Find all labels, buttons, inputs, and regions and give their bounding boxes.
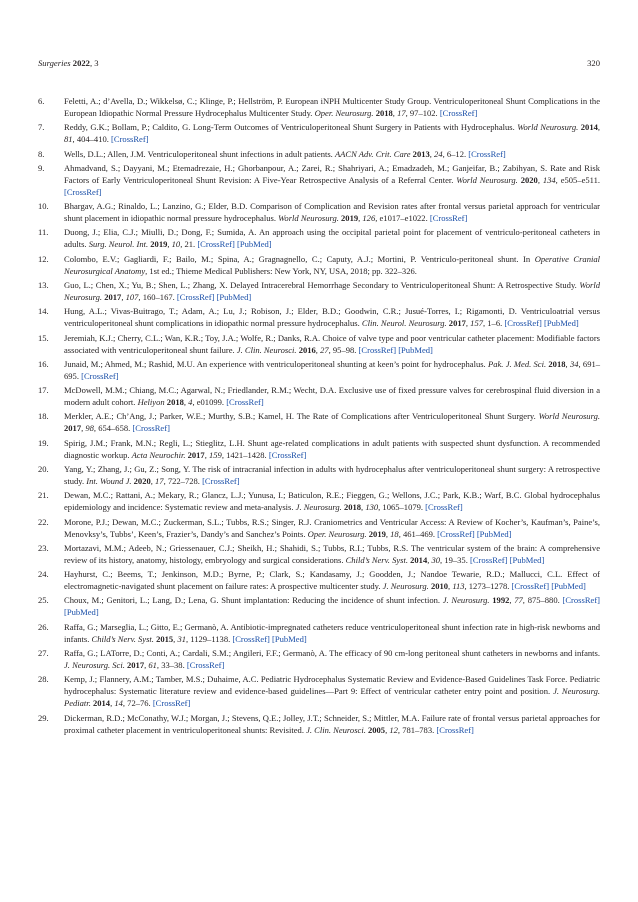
reference-item: 29. Dickerman, R.D.; McConathy, W.J.; Morgan, J.; Stevens, Q.E.; Jolley, J.T.; Schneider, S.; Mittler, M.A. Failure rate of frontal versus parietal approaches for proximal catheter placement in ventriculoperitoneal shunts: Revisited. J. Clin. Neurosci. 2005, 12, 781–783. [CrossRef]: [38, 712, 600, 735]
reference-pages: 1–6.: [487, 318, 503, 329]
reference-journal: Acta Neurochir.: [131, 449, 186, 460]
reference-volume: 34: [569, 358, 579, 369]
reference-item: 26. Raffa, G.; Marseglia, L.; Gitto, E.; Germanò, A. Antibiotic-impregnated catheters reduce ventriculoperitoneal shunt infection rate in high-risk newborns and infants. Child’s Nerv. Syst. 2015, 31, 1129–1138. [CrossRef] [PubMed]: [38, 621, 600, 644]
reference-text: Ahmadvand, S.; Dayyani, M.; Etemadrezaie, H.; Ghorbanpour, A.; Zarei, R.; Shahriyari, A.; Emadzadeh, M.; Ganjeifar, B.; Zabihyan, S. Rate and Risk Factors of Early Ventriculoperitoneal Shunt Revision: A Five-Year Retrospective Analysis of a Referral Center.: [64, 162, 600, 185]
reference-item: 11. Duong, J.; Elia, C.J.; Miulli, D.; Dong, F.; Sumida, A. An approach using the occipital parietal point for placement of ventriculo-peritoneal catheters in adults. Surg. Neurol. Int. 2019, 10, 21. [CrossRef] [PubMed]: [38, 227, 600, 250]
reference-number: 25.: [38, 595, 49, 606]
reference-year: 2020: [520, 174, 538, 185]
reference-volume: 98: [85, 423, 94, 434]
reference-year: 2015: [156, 633, 174, 644]
reference-pages: 21.: [184, 239, 196, 250]
reference-number: 16.: [38, 358, 49, 369]
reference-number: 26.: [38, 621, 49, 632]
journal-year: 2022: [72, 58, 90, 68]
reference-text: Hung, A.L.; Vivas-Buitrago, T.; Adam, A.; Lu, J.; Robison, J.; Elder, B.D.; Goodwin, C.R.; Jusué-Torres, I.; Rigamonti, D. Ventriculoatrial versus ventriculoperitoneal shunt complications in idiopathic normal pressure hydrocephalus.: [64, 306, 600, 329]
reference-volume: 130: [365, 502, 379, 513]
reference-pages: 781–783.: [402, 724, 435, 735]
crossref-link[interactable]: [CrossRef]: [197, 239, 235, 250]
reference-item: 21. Dewan, M.C.; Rattani, A.; Mekary, R.; Glancz, L.J.; Yunusa, I.; Baticulon, R.E.; Fieggen, G.; Wellons, J.C.; Park, K.B.; Warf, B.C. Global hydrocephalus epidemiology and incidence: Systematic review and meta-analysis. J. Neurosurg. 2018, 130, 1065–1079. [CrossRef]: [38, 490, 600, 513]
crossref-link[interactable]: [CrossRef]: [268, 449, 307, 460]
reference-year: 2017: [127, 659, 145, 670]
reference-year: 2017: [448, 318, 466, 329]
reference-journal: Surg. Neurol. Int.: [88, 239, 149, 250]
reference-item: 27. Raffa, G.; LATorre, D.; Conti, A.; Cardali, S.M.; Angileri, F.F.; Germanò, A. The efficacy of 90 cm-long peritoneal shunt catheters in newborns and infants. J. Neurosurg. Sci. 2017, 61, 33–38. [CrossRef]: [38, 647, 600, 670]
reference-number: 12.: [38, 253, 49, 264]
reference-text: Junaid, M.; Ahmed, M.; Rashid, M.U. An experience with ventriculoperitoneal shunting at keen’s point for hydrocephalus.: [64, 358, 488, 369]
reference-year: 2018: [375, 108, 393, 119]
crossref-link[interactable]: [CrossRef]: [232, 633, 270, 644]
reference-journal: World Neurosurg.: [456, 174, 518, 185]
reference-item: 14. Hung, A.L.; Vivas-Buitrago, T.; Adam, A.; Lu, J.; Robison, J.; Elder, B.D.; Goodwin, C.R.; Jusué-Torres, I.; Rigamonti, D. Ventriculoatrial versus ventriculoperitoneal shunt complications in idiopathic normal pressure hydrocephalus. Clin. Neurol. Neurosurg. 2017, 157, 1–6. [CrossRef] [PubMed]: [38, 306, 600, 329]
reference-volume: 126: [362, 213, 376, 224]
pubmed-link[interactable]: [PubMed]: [398, 344, 433, 355]
reference-text: McDowell, M.M.; Chiang, M.C.; Agarwal, N.; Friedlander, R.M.; Wecht, D.A. Exclusive use of fixed pressure valves for cerebrospinal fluid diversion in a modern adult cohort.: [64, 385, 600, 408]
reference-item: 17. McDowell, M.M.; Chiang, M.C.; Agarwal, N.; Friedlander, R.M.; Wecht, D.A. Exclusive use of fixed pressure valves for cerebrospinal fluid diversion in a modern adult cohort. Heliyon 2018, 4, e01099. [CrossRef]: [38, 385, 600, 408]
reference-item: 22. Morone, P.J.; Dewan, M.C.; Zuckerman, S.L.; Tubbs, R.S.; Singer, R.J. Craniometrics and Ventricular Access: A Review of Kocher’s, Kaufman’s, Paine’s, Menovksy’s, Tubbs’, Keen’s, Frazier’s, Dandy’s and Sanchez’s Points. Oper. Neurosurg. 2019, 18, 461–469. [CrossRef] [PubMed]: [38, 516, 600, 539]
crossref-link[interactable]: [CrossRef]: [226, 397, 264, 408]
reference-text: Guo, L.; Chen, X.; Yu, B.; Shen, L.; Zhang, X. Delayed Intracerebral Hemorrhage Secondary to Ventriculoperitoneal Shunt: A Retrospective Study.: [64, 279, 580, 290]
reference-year: 2018: [343, 502, 362, 513]
reference-number: 29.: [38, 712, 49, 723]
reference-year: 2017: [104, 292, 122, 303]
reference-pages: e01099.: [196, 397, 225, 408]
reference-journal: Child’s Nerv. Syst.: [345, 554, 408, 565]
crossref-link[interactable]: [CrossRef]: [152, 698, 191, 709]
reference-journal: Oper. Neurosurg.: [307, 528, 367, 539]
reference-item: 8. Wells, D.L.; Allen, J.M. Ventriculoperitoneal shunt infections in adult patients. AACN Adv. Crit. Care 2013, 24, 6–12. [CrossRef]: [38, 148, 506, 159]
reference-pages: 97–102.: [409, 108, 438, 119]
reference-year: 2017: [64, 423, 82, 434]
reference-journal: Pak. J. Med. Sci.: [487, 358, 547, 369]
reference-year: 2016: [298, 344, 316, 355]
pubmed-link[interactable]: [PubMed]: [236, 239, 272, 250]
reference-number: 22.: [38, 516, 49, 527]
reference-journal: Child’s Nerv. Syst.: [91, 633, 154, 644]
reference-item: 9. Ahmadvand, S.; Dayyani, M.; Etemadrezaie, H.; Ghorbanpour, A.; Zarei, R.; Shahriyari, A.; Emadzadeh, M.; Ganjeifar, B.; Zabihyan, S. Rate and Risk Factors of Early Ventriculoperitoneal Shunt Revision: A Five-Year Retrospective Analysis of a Referral Center. World Neurosurg. 2020, 134, e505–e511. [CrossRef]: [38, 162, 601, 197]
reference-year: 2019: [368, 528, 386, 539]
crossref-link[interactable]: [CrossRef]: [504, 318, 542, 329]
reference-journal: AACN Adv. Crit. Care: [334, 148, 411, 159]
reference-item: 6. Feletti, A.; d’Avella, D.; Wikkelsø, C.; Klinge, P.; Hellström, P. European iNPH Multicenter Study Group. Ventriculoperitoneal Shunt Complications in the European Idiopathic Normal Pressure Hydrocephalus Multicenter Study. Oper. Neurosurg. 2018, 17, 97–102. [CrossRef]: [38, 96, 600, 119]
crossref-link[interactable]: [CrossRef]: [436, 724, 474, 735]
reference-number: 8.: [38, 148, 45, 159]
reference-pages: 461–469.: [402, 528, 436, 539]
reference-item: 23. Mortazavi, M.M.; Adeeb, N.; Griessenauer, C.J.; Sheikh, H.; Shahidi, S.; Tubbs, R.I.; Tubbs, R.S. The ventricular system of the brain: A comprehensive review of its history, anatomy, histology, embryology and surgical considerations. Child’s Nerv. Syst. 2014, 30, 19–35. [CrossRef] [PubMed]: [38, 542, 600, 565]
reference-volume: 18: [390, 528, 399, 539]
reference-text: Kemp, J.; Flannery, A.M.; Tamber, M.S.; Duhaime, A.C. Pediatric Hydrocephalus Systematic Review and Evidence-Based Guidelines Task Force. Pediatric hydrocephalus: Systematic literature review and evidence-based guidelines—Part 9: Effect of ventricular catheter entry point and position.: [64, 674, 600, 697]
reference-item: 13. Guo, L.; Chen, X.; Yu, B.; Shen, L.; Zhang, X. Delayed Intracerebral Hemorrhage Secondary to Ventriculoperitoneal Shunt: A Retrospective Study. World Neurosurg. 2017, 107, 160–167. [CrossRef] [PubMed]: [38, 279, 600, 303]
reference-item: 15. Jeremiah, K.J.; Cherry, C.L.; Wan, K.R.; Toy, J.A.; Wolfe, R.; Danks, R.A. Choice of valve type and poor ventricular catheter placement: Modifiable factors associated with ventriculoperitoneal shunt failure. J. Clin. Neurosci. 2016, 27, 95–98. [CrossRef] [PubMed]: [38, 332, 600, 355]
reference-year: 2010: [430, 581, 449, 592]
reference-item: 7. Reddy, G.K.; Bollam, P.; Caldito, G. Long-Term Outcomes of Ventriculoperitoneal Shunt Surgery in Patients with Hydrocephalus. World Neurosurg. 2014, 81, 404–410. [CrossRef]: [38, 122, 600, 145]
reference-item: 19. Spirig, J.M.; Frank, M.N.; Regli, L.; Stieglitz, L.H. Shunt age-related complications in adult patients with suspected shunt dysfunction. A recommended diagnostic workup. Acta Neurochir. 2017, 159, 1421–1428. [CrossRef]: [38, 437, 600, 460]
reference-item: 10. Bhargav, A.G.; Rinaldo, L.; Lanzino, G.; Elder, B.D. Comparison of Complication and Revision rates after frontal versus parietal approach for ventricular shunt placement in idiopathic normal pressure hydrocephalus. World Neurosurg. 2019, 126, e1017–e1022. [CrossRef]: [38, 201, 600, 224]
crossref-link[interactable]: [CrossRef]: [81, 370, 119, 381]
reference-pages: 722–728.: [167, 475, 200, 486]
crossref-link[interactable]: [CrossRef]: [429, 213, 468, 224]
reference-pages: 160–167.: [142, 292, 175, 303]
reference-volume: 61: [148, 659, 157, 670]
reference-journal: Heliyon: [137, 397, 165, 408]
reference-item: 24. Hayhurst, C.; Beems, T.; Jenkinson, M.D.; Byrne, P.; Clark, S.; Kandasamy, J.; Goodden, J.; Nandoe Tewarie, R.D.; Mallucci, C.L. Effect of electromagnetic-navigated shunt placement on failure rates: A prospective multicenter study. J. Neurosurg. 2010, 113, 1273–1278. [CrossRef] [PubMed]: [38, 569, 600, 592]
crossref-link[interactable]: [CrossRef]: [439, 108, 478, 119]
crossref-link[interactable]: [CrossRef]: [562, 595, 601, 606]
page-header: [38, 58, 600, 70]
reference-volume: 14: [114, 698, 123, 709]
reference-volume: 107: [125, 292, 139, 303]
reference-year: 2018: [548, 358, 566, 369]
reference-journal: J. Clin. Neurosci.: [306, 724, 366, 735]
reference-number: 6.: [38, 96, 45, 106]
reference-journal: J. Neurosurg.: [295, 502, 342, 513]
crossref-link[interactable]: [CrossRef]: [202, 475, 240, 486]
reference-year: 2014: [410, 554, 428, 565]
reference-journal: World Neurosurg.: [64, 279, 600, 303]
pubmed-link[interactable]: [PubMed]: [476, 528, 512, 539]
reference-volume: 77: [514, 595, 523, 606]
reference-number: 17.: [38, 385, 49, 396]
pubmed-link[interactable]: [PubMed]: [551, 581, 586, 592]
reference-number: 15.: [38, 332, 49, 343]
reference-journal: World Neurosurg.: [538, 411, 600, 422]
reference-text: Raffa, G.; Marseglia, L.; Gitto, E.; Germanò, A. Antibiotic-impregnated catheters reduce ventriculoperitoneal shunt infection rate in high-risk newborns and infants.: [64, 621, 600, 644]
reference-journal: J. Neurosurg.: [382, 581, 429, 592]
reference-number: 27.: [38, 647, 49, 658]
reference-number: 23.: [38, 542, 49, 553]
reference-text: Raffa, G.; LATorre, D.; Conti, A.; Cardali, S.M.; Angileri, F.F.; Germanò, A. The efficacy of 90 cm-long peritoneal shunt catheters in newborns and infants.: [64, 647, 600, 658]
reference-pages: 1065–1079.: [382, 502, 424, 513]
reference-volume: 17: [397, 108, 406, 119]
reference-item: [38, 253, 600, 277]
crossref-link[interactable]: [CrossRef]: [111, 134, 149, 145]
reference-number: 10.: [38, 201, 49, 212]
reference-volume: 17: [155, 475, 164, 486]
reference-pages: 875–880.: [527, 595, 560, 606]
reference-text: Hayhurst, C.; Beems, T.; Jenkinson, M.D.; Byrne, P.; Clark, S.; Kandasamy, J.; Goodden, J.; Nandoe Tewarie, R.D.; Mallucci, C.L. Effect of electromagnetic-navigated shunt placement on failure rates: A prospective multicenter study.: [64, 569, 600, 592]
reference-journal: Oper. Neurosurg.: [314, 108, 374, 119]
page-number: 320: [587, 58, 600, 68]
reference-journal: J. Clin. Neurosci.: [236, 344, 297, 355]
reference-journal: J. Neurosurg. Pediatr.: [64, 686, 601, 709]
reference-pages: 1273–1278.: [468, 581, 510, 592]
reference-text: Morone, P.J.; Dewan, M.C.; Zuckerman, S.L.; Tubbs, R.S.; Singer, R.J. Craniometrics and Ventricular Access: A Review of Kocher’s, Kaufman’s, Paine’s, Menovksy’s, Tubbs’, Keen’s, Frazier’s, Dandy’s and Sanchez’s Points.: [64, 516, 600, 539]
reference-number: 20.: [38, 463, 49, 474]
pubmed-link[interactable]: [PubMed]: [64, 607, 99, 618]
reference-publisher: , 1st ed.; Thieme Medical Publishers: New York, NY, USA, 2018; pp. 322–326.: [145, 265, 417, 276]
reference-pages: 1129–1138.: [190, 633, 231, 644]
reference-volume: 31: [177, 633, 186, 644]
reference-volume: 27: [320, 344, 329, 355]
reference-volume: 159: [208, 449, 222, 460]
reference-number: 18.: [38, 411, 49, 422]
reference-text: Spirig, J.M.; Frank, M.N.; Regli, L.; Stieglitz, L.H. Shunt age-related complications in adult patients with suspected shunt dysfunction. A recommended diagnostic workup.: [64, 437, 600, 460]
crossref-link[interactable]: [CrossRef]: [468, 148, 506, 159]
crossref-link[interactable]: [CrossRef]: [176, 292, 215, 303]
reference-number: 7.: [38, 122, 45, 133]
reference-number: 28.: [38, 674, 49, 685]
reference-item: 16. Junaid, M.; Ahmed, M.; Rashid, M.U. An experience with ventriculoperitoneal shunting at keen’s point for hydrocephalus. Pak. J. Med. Sci. 2018, 34, 691–695. [CrossRef]: [38, 358, 601, 381]
reference-item: 28. Kemp, J.; Flannery, A.M.; Tamber, M.S.; Duhaime, A.C. Pediatric Hydrocephalus Systematic Review and Evidence-Based Guidelines Task Force. Pediatric hydrocephalus: Systematic literature review and evidence-based guidelines—Part 9: Effect of ventricular catheter entry point and position. J. Neurosurg. Pediatr. 2014, 14, 72–76. [CrossRef]: [38, 674, 601, 709]
reference-pages: 19–35.: [444, 554, 468, 565]
reference-journal: World Neurosurg.: [278, 213, 339, 224]
reference-year: 2018: [166, 397, 184, 408]
reference-pages: 691–695.: [64, 358, 601, 381]
reference-item: 20. Yang, Y.; Zhang, J.; Gu, Z.; Song, Y. The risk of intracranial infection in adults with hydrocephalus after ventriculoperitoneal shunt surgery: A retrospective study. Int. Wound J. 2020, 17, 722–728. [CrossRef]: [38, 463, 600, 486]
reference-text: Colombo, E.V.; Gagliardi, F.; Bailo, M.; Spina, A.; Gragnagnello, C.; Caputy, A.J.; Mortini, P. Ventriculo-peritoneal shunt. In: [64, 253, 535, 264]
reference-text: Reddy, G.K.; Bollam, P.; Caldito, G. Long-Term Outcomes of Ventriculoperitoneal Shunt Surgery in Patients with Hydrocephalus.: [64, 122, 518, 133]
reference-pages: 6–12.: [446, 148, 467, 159]
reference-journal: Int. Wound J.: [86, 475, 132, 486]
reference-journal: J. Neurosurg. Sci.: [64, 659, 125, 670]
reference-volume: 24: [434, 148, 443, 159]
reference-item: 25. Choux, M.; Genitori, L.; Lang, D.; Lena, G. Shunt implantation: Reducing the incidence of shunt infection. J. Neurosurg. 1992, 77, 875–880. [CrossRef] [PubMed]: [38, 595, 601, 618]
reference-volume: 12: [389, 724, 398, 735]
reference-text: Wells, D.L.; Allen, J.M. Ventriculoperitoneal shunt infections in adult patients.: [64, 148, 335, 159]
crossref-link[interactable]: [CrossRef]: [64, 186, 102, 197]
reference-pages: 95–98.: [332, 344, 357, 355]
reference-number: 14.: [38, 306, 49, 317]
pubmed-link[interactable]: [PubMed]: [272, 633, 307, 644]
reference-year: 2020: [133, 475, 151, 486]
reference-text: Mortazavi, M.M.; Adeeb, N.; Griessenauer, C.J.; Sheikh, H.; Shahidi, S.; Tubbs, R.I.; Tubbs, R.S. The ventricular system of the brain: A comprehensive review of its history, anatomy, histology, embryology and surgical considerations.: [64, 542, 600, 565]
reference-year: 2005: [367, 724, 386, 735]
journal-citation: Surgeries 2022, 3: [38, 58, 99, 68]
reference-year: 2019: [150, 239, 168, 250]
reference-year: 2013: [412, 148, 430, 159]
reference-text: Duong, J.; Elia, C.J.; Miulli, D.; Dong, F.; Sumida, A. An approach using the occipital parietal point for placement of ventriculo-peritoneal catheters in adults.: [64, 227, 600, 250]
reference-journal: Clin. Neurol. Neurosurg.: [361, 318, 447, 329]
reference-pages: 404–410.: [76, 134, 109, 145]
reference-text: Feletti, A.; d’Avella, D.; Wikkelsø, C.; Klinge, P.; Hellström, P. European iNPH Multicenter Study Group. Ventriculoperitoneal Shunt Complications in the European Idiopathic Normal Pressure Hydrocephalus Multicenter Study.: [64, 96, 600, 119]
reference-pages: e1017–e1022.: [379, 213, 428, 224]
reference-number: 19.: [38, 437, 49, 448]
reference-text: Jeremiah, K.J.; Cherry, C.L.; Wan, K.R.; Toy, J.A.; Wolfe, R.; Danks, R.A. Choice of valve type and poor ventricular catheter placement: Modifiable factors associated with ventriculoperitoneal shunt failure.: [64, 332, 600, 355]
reference-text: Yang, Y.; Zhang, J.; Gu, Z.; Song, Y. The risk of intracranial infection in adults with hydrocephalus after ventriculoperitoneal shunt surgery: A retrospective study.: [64, 463, 600, 486]
pubmed-link[interactable]: [PubMed]: [544, 318, 579, 329]
reference-number: 11.: [38, 227, 49, 238]
crossref-link[interactable]: [CrossRef]: [469, 554, 508, 565]
reference-pages: 654–658.: [98, 423, 131, 434]
reference-journal: J. Neurosurg.: [442, 595, 490, 606]
reference-volume: 113: [452, 581, 465, 592]
reference-number: 24.: [38, 569, 49, 580]
reference-pages: e505–e511.: [560, 174, 601, 185]
crossref-link[interactable]: [CrossRef]: [437, 528, 475, 539]
reference-item: 18. Merkler, A.E.; Ch’Ang, J.; Parker, W.E.; Murthy, S.B.; Kamel, H. The Rate of Complications after Ventriculoperitoneal Shunt Surgery. World Neurosurg. 2017, 98, 654–658. [CrossRef]: [38, 411, 600, 434]
reference-text: Bhargav, A.G.; Rinaldo, L.; Lanzino, G.; Elder, B.D. Comparison of Complication and Revision rates after frontal versus parietal approach for ventricular shunt placement in idiopathic normal pressure hydrocephalus.: [64, 201, 600, 224]
crossref-link[interactable]: [CrossRef]: [186, 659, 225, 670]
crossref-link[interactable]: [CrossRef]: [511, 581, 550, 592]
reference-pages: 1421–1428.: [226, 449, 267, 460]
reference-volume: 134: [542, 174, 556, 185]
journal-volume: 3: [94, 58, 99, 68]
reference-text: Dickerman, R.D.; McConathy, W.J.; Morgan, J.; Stevens, Q.E.; Jolley, J.T.; Schneider, S.; Mittler, M.A. Failure rate of frontal versus parietal approaches for proximal catheter placement in ventriculoperitoneal shunts: Revisited.: [64, 712, 600, 735]
reference-list: [38, 95, 600, 738]
reference-journal: Operative Cranial Neurosurgical Anatomy: [64, 253, 600, 276]
pubmed-link[interactable]: [PubMed]: [509, 554, 545, 565]
crossref-link[interactable]: [CrossRef]: [358, 344, 397, 355]
reference-year: 2014: [92, 698, 111, 709]
crossref-link[interactable]: [CrossRef]: [132, 423, 170, 434]
reference-text: Choux, M.; Genitori, L.; Lang, D.; Lena, G. Shunt implantation: Reducing the incidence of shunt infection.: [64, 595, 443, 606]
reference-number: 21.: [38, 490, 49, 501]
reference-number: 13.: [38, 279, 49, 290]
reference-year: 2019: [341, 213, 359, 224]
crossref-link[interactable]: [CrossRef]: [425, 502, 463, 513]
reference-pages: 33–38.: [161, 659, 185, 670]
reference-year: 1992: [492, 595, 510, 606]
reference-volume: 4: [188, 397, 193, 408]
reference-pages: 72–76.: [127, 698, 151, 709]
reference-year: 2014: [580, 122, 598, 133]
reference-text: Merkler, A.E.; Ch’Ang, J.; Parker, W.E.; Murthy, S.B.; Kamel, H. The Rate of Complications after Ventriculoperitoneal Shunt Surgery.: [64, 411, 539, 422]
reference-volume: 157: [470, 318, 483, 329]
reference-number: 9.: [38, 162, 45, 173]
pubmed-link[interactable]: [PubMed]: [216, 292, 252, 303]
reference-volume: 30: [431, 554, 441, 565]
reference-year: 2017: [187, 449, 205, 460]
journal-name: Surgeries: [38, 58, 71, 68]
reference-volume: 81: [64, 134, 73, 145]
reference-text: Dewan, M.C.; Rattani, A.; Mekary, R.; Glancz, L.J.; Yunusa, I.; Baticulon, R.E.; Fieggen, G.; Wellons, J.C.; Park, K.B.; Warf, B.C. Global hydrocephalus epidemiology and incidence: Systematic review and meta-analysis.: [64, 490, 600, 513]
reference-volume: 10: [171, 239, 181, 250]
reference-journal: World Neurosurg.: [517, 122, 579, 133]
